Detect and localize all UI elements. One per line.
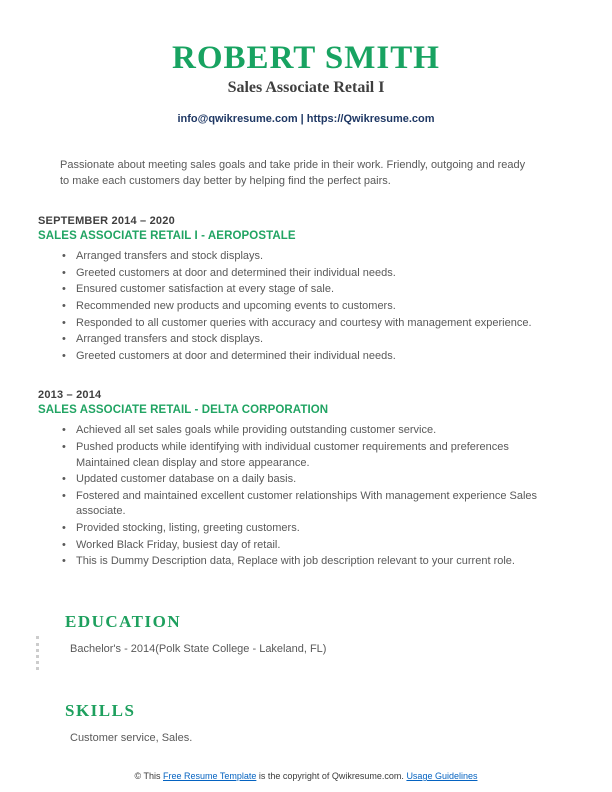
- job-bullet: • Recommended new products and upcoming events to customers.: [62, 299, 554, 315]
- candidate-job-title: Sales Associate Retail I: [227, 79, 385, 97]
- usage-guidelines-link[interactable]: Usage Guidelines: [406, 771, 478, 781]
- job-dates: SEPTEMBER 2014 – 2020: [38, 215, 175, 228]
- job-bullet: • Responded to all customer queries with accuracy and courtesy with management experience.: [62, 316, 554, 332]
- job-bullet: • Greeted customers at door and determined their individual needs.: [62, 349, 554, 365]
- education-section: [38, 612, 574, 655]
- job-bullet: • Arranged transfers and stock displays.: [62, 332, 554, 348]
- left-margin-dots-decoration: [36, 636, 39, 670]
- job-bullet: • Fostered and maintained excellent customer relationships With management experience Sales associate.: [62, 489, 554, 520]
- job-dates: 2013 – 2014: [38, 389, 102, 402]
- experience-entry-aeropostale: [38, 215, 574, 364]
- skills-heading: SKILLS: [65, 700, 136, 720]
- candidate-name: ROBERT SMITH: [172, 40, 440, 76]
- job-bullet: • Updated customer database on a daily basis.: [62, 472, 554, 488]
- summary-paragraph: Passionate about meeting sales goals and take pride in their work. Friendly, outgoing and ready to make each customers day better by helping find the perfect pairs.: [60, 159, 526, 187]
- job-heading: SALES ASSOCIATE RETAIL - DELTA CORPORATION: [38, 404, 329, 417]
- footer-text-middle: is the copyright of Qwikresume.com.: [256, 771, 407, 781]
- experience-entry-delta-corporation: [38, 389, 574, 569]
- free-resume-template-link[interactable]: Free Resume Template: [163, 771, 257, 781]
- job-bullet: • This is Dummy Description data, Replace with job description relevant to your current role.: [62, 554, 554, 570]
- footer: [0, 771, 612, 781]
- job-bullet: • Arranged transfers and stock displays.: [62, 249, 554, 265]
- resume-header: [38, 40, 574, 125]
- footer-text-prefix: © This: [134, 771, 163, 781]
- job-heading: SALES ASSOCIATE RETAIL I - AEROPOSTALE: [38, 230, 296, 243]
- contact-line: info@qwikresume.com | https://Qwikresume.com: [177, 113, 435, 126]
- job-bullet: • Pushed products while identifying with individual customer requirements and preferences Maintained clean display and store appearance.: [62, 440, 554, 471]
- education-item: Bachelor's - 2014(Polk State College - Lakeland, FL): [70, 642, 327, 655]
- job-bullet-list: [62, 249, 554, 364]
- job-bullet-list: [62, 423, 554, 569]
- job-bullet: • Worked Black Friday, busiest day of retail.: [62, 538, 554, 554]
- job-bullet: • Achieved all set sales goals while providing outstanding customer service.: [62, 423, 554, 439]
- job-bullet: • Ensured customer satisfaction at every stage of sale.: [62, 282, 554, 298]
- job-bullet: • Provided stocking, listing, greeting customers.: [62, 521, 554, 537]
- job-bullet: • Greeted customers at door and determined their individual needs.: [62, 266, 554, 282]
- skills-item: Customer service, Sales.: [70, 731, 193, 744]
- skills-section: [38, 701, 574, 744]
- education-heading: EDUCATION: [65, 611, 182, 631]
